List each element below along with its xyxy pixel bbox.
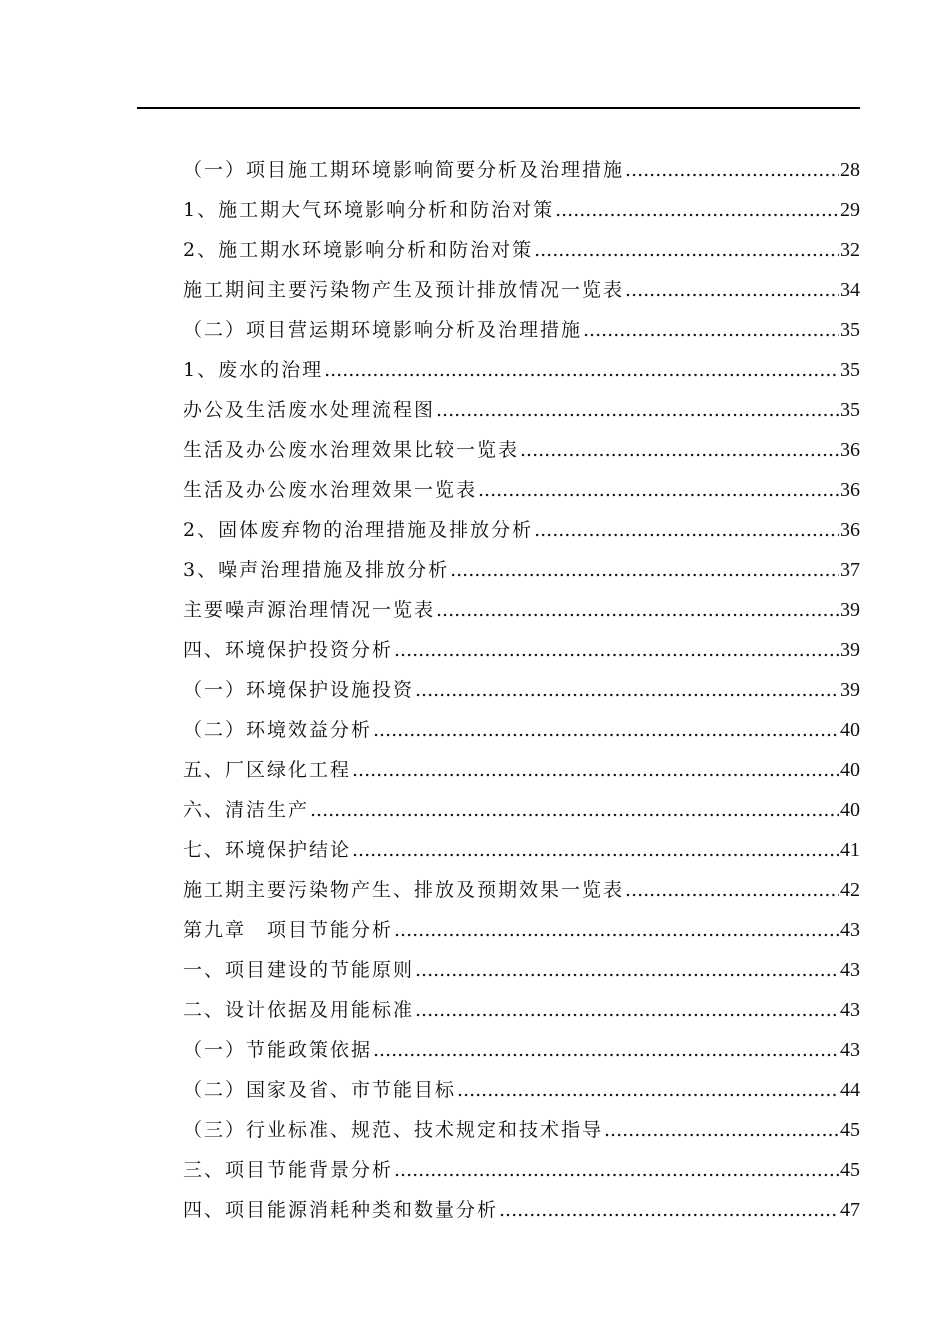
toc-dot-leader [520, 430, 839, 470]
toc-entry-title: （一）节能政策依据 [183, 1039, 373, 1061]
toc-entry-title: 生活及办公废水治理效果比较一览表 [183, 439, 520, 461]
toc-dot-leader [415, 670, 839, 710]
toc-dot-leader [604, 1110, 839, 1150]
toc-dot-leader [415, 990, 839, 1030]
toc-entry[interactable] [183, 630, 860, 670]
toc-dot-leader [625, 870, 839, 910]
toc-entry[interactable] [183, 350, 860, 390]
toc-entry-page-number: 43 [840, 999, 860, 1021]
toc-entry-title: （二）国家及省、市节能目标 [183, 1079, 457, 1101]
toc-entry-title: （三）行业标准、规范、技术规定和技术指导 [183, 1119, 604, 1141]
toc-entry-title: 施工期间主要污染物产生及预计排放情况一览表 [183, 279, 625, 301]
toc-entry-page-number: 45 [840, 1159, 860, 1181]
toc-entry[interactable] [183, 750, 860, 790]
toc-entry[interactable] [183, 590, 860, 630]
toc-entry[interactable] [183, 1030, 860, 1070]
toc-dot-leader [555, 190, 839, 230]
toc-dot-leader [625, 270, 839, 310]
toc-entry[interactable] [183, 310, 860, 350]
toc-entry-title: （二）项目营运期环境影响分析及治理措施 [183, 319, 583, 341]
toc-dot-leader [534, 230, 839, 270]
toc-entry-title: 施工期主要污染物产生、排放及预期效果一览表 [183, 879, 625, 901]
toc-entry-title: 六、清洁生产 [183, 799, 310, 821]
toc-entry-title: 办公及生活废水处理流程图 [183, 399, 436, 421]
toc-entry-page-number: 28 [840, 159, 860, 181]
toc-entry[interactable] [183, 1110, 860, 1150]
toc-dot-leader [373, 1030, 839, 1070]
toc-entry[interactable] [183, 710, 860, 750]
toc-entry[interactable] [183, 510, 860, 550]
toc-entry-page-number: 40 [840, 719, 860, 741]
toc-dot-leader [499, 1190, 839, 1230]
toc-entry-title: 三、项目节能背景分析 [183, 1159, 394, 1181]
toc-entry-page-number: 36 [840, 439, 860, 461]
toc-entry-title: 生活及办公废水治理效果一览表 [183, 479, 478, 501]
toc-dot-leader [478, 470, 839, 510]
toc-entry-page-number: 39 [840, 599, 860, 621]
toc-entry[interactable] [183, 1190, 860, 1230]
toc-dot-leader [352, 830, 839, 870]
toc-entry[interactable] [183, 830, 860, 870]
toc-entry-page-number: 41 [840, 839, 860, 861]
table-of-contents [183, 150, 860, 1230]
toc-entry[interactable] [183, 950, 860, 990]
toc-entry[interactable] [183, 230, 860, 270]
toc-dot-leader [352, 750, 839, 790]
toc-dot-leader [436, 390, 839, 430]
toc-entry[interactable] [183, 870, 860, 910]
toc-entry-title: 3、噪声治理措施及排放分析 [183, 559, 450, 581]
toc-entry-page-number: 35 [840, 359, 860, 381]
toc-dot-leader [534, 510, 839, 550]
toc-dot-leader [324, 350, 839, 390]
toc-entry[interactable] [183, 910, 860, 950]
toc-entry-page-number: 40 [840, 759, 860, 781]
toc-entry[interactable] [183, 1150, 860, 1190]
toc-dot-leader [436, 590, 839, 630]
toc-entry-title: 一、项目建设的节能原则 [183, 959, 415, 981]
toc-entry-title: （一）环境保护设施投资 [183, 679, 415, 701]
toc-entry[interactable] [183, 190, 860, 230]
toc-dot-leader [450, 550, 839, 590]
toc-dot-leader [373, 710, 839, 750]
toc-entry-title: 1、施工期大气环境影响分析和防治对策 [183, 199, 555, 221]
toc-entry-title: 二、设计依据及用能标准 [183, 999, 415, 1021]
toc-entry-page-number: 43 [840, 959, 860, 981]
toc-entry-page-number: 47 [840, 1199, 860, 1221]
toc-entry-page-number: 43 [840, 919, 860, 941]
toc-entry-title: 2、施工期水环境影响分析和防治对策 [183, 239, 534, 261]
toc-entry-page-number: 32 [840, 239, 860, 261]
toc-entry-title: 五、厂区绿化工程 [183, 759, 352, 781]
header-rule [137, 107, 860, 109]
toc-dot-leader [394, 1150, 839, 1190]
toc-entry-page-number: 39 [840, 679, 860, 701]
toc-entry[interactable] [183, 270, 860, 310]
toc-entry[interactable] [183, 430, 860, 470]
toc-entry-title: 四、环境保护投资分析 [183, 639, 394, 661]
toc-entry-page-number: 40 [840, 799, 860, 821]
toc-entry-page-number: 39 [840, 639, 860, 661]
toc-entry[interactable] [183, 1070, 860, 1110]
toc-entry[interactable] [183, 990, 860, 1030]
toc-entry-page-number: 35 [840, 399, 860, 421]
toc-entry-page-number: 34 [840, 279, 860, 301]
toc-dot-leader [625, 150, 839, 190]
toc-entry[interactable] [183, 470, 860, 510]
toc-entry-page-number: 42 [840, 879, 860, 901]
toc-entry-title: 1、废水的治理 [183, 359, 324, 381]
toc-entry-title: 七、环境保护结论 [183, 839, 352, 861]
toc-entry-title: 四、项目能源消耗种类和数量分析 [183, 1199, 499, 1221]
toc-entry-page-number: 45 [840, 1119, 860, 1141]
toc-entry[interactable] [183, 670, 860, 710]
toc-dot-leader [310, 790, 839, 830]
toc-entry[interactable] [183, 550, 860, 590]
toc-dot-leader [394, 630, 839, 670]
toc-entry-page-number: 36 [840, 479, 860, 501]
toc-entry-page-number: 36 [840, 519, 860, 541]
toc-entry-title: （一）项目施工期环境影响简要分析及治理措施 [183, 159, 625, 181]
toc-entry-title: 第九章 项目节能分析 [183, 919, 394, 941]
toc-entry-page-number: 44 [840, 1079, 860, 1101]
toc-entry-title: 2、固体废弃物的治理措施及排放分析 [183, 519, 534, 541]
toc-dot-leader [415, 950, 839, 990]
toc-entry[interactable] [183, 390, 860, 430]
toc-entry[interactable] [183, 150, 860, 190]
toc-entry[interactable] [183, 790, 860, 830]
toc-entry-title: （二）环境效益分析 [183, 719, 373, 741]
toc-dot-leader [583, 310, 839, 350]
toc-entry-title: 主要噪声源治理情况一览表 [183, 599, 436, 621]
toc-entry-page-number: 43 [840, 1039, 860, 1061]
toc-dot-leader [394, 910, 839, 950]
toc-entry-page-number: 29 [840, 199, 860, 221]
toc-dot-leader [457, 1070, 839, 1110]
toc-entry-page-number: 37 [840, 559, 860, 581]
toc-entry-page-number: 35 [840, 319, 860, 341]
